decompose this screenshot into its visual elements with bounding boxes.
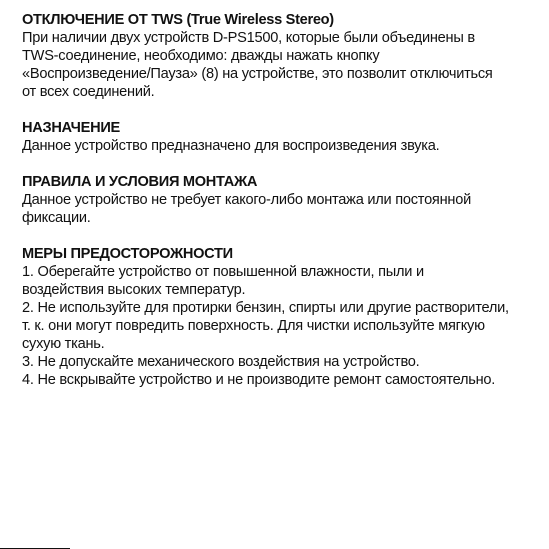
list-item: 3. Не допускайте механического воздействия на устройство.	[22, 354, 420, 370]
spacer	[22, 155, 538, 173]
list-item: сухую ткань.	[22, 336, 105, 352]
spacer	[22, 101, 538, 119]
section-heading: ПРАВИЛА И УСЛОВИЯ МОНТАЖА	[22, 174, 258, 190]
list-item: воздействия высоких температур.	[22, 282, 246, 298]
section-heading: ОТКЛЮЧЕНИЕ ОТ TWS (True Wireless Stereo)	[22, 12, 334, 28]
section-heading: МЕРЫ ПРЕДОСТОРОЖНОСТИ	[22, 246, 233, 262]
paragraph-line: TWS-соединение, необходимо: дважды нажать кнопку	[22, 48, 380, 64]
paragraph-line: «Воспроизведение/Пауза» (8) на устройстве, это позволит отключиться	[22, 66, 493, 82]
precautions-list	[22, 263, 538, 389]
list-item: 1. Оберегайте устройство от повышенной влажности, пыли и	[22, 264, 424, 280]
section-heading: НАЗНАЧЕНИЕ	[22, 120, 120, 136]
manual-page	[22, 11, 538, 389]
section-purpose	[22, 119, 538, 155]
list-item: 2. Не используйте для протирки бензин, спирты или другие растворители,	[22, 300, 509, 316]
section-tws-disconnect	[22, 11, 538, 101]
paragraph-line: фиксации.	[22, 210, 91, 226]
spacer	[22, 227, 538, 245]
section-precautions	[22, 245, 538, 389]
paragraph-line: При наличии двух устройств D-PS1500, которые были объединены в	[22, 30, 475, 46]
paragraph-line: Данное устройство предназначено для воспроизведения звука.	[22, 138, 440, 154]
list-item: т. к. они могут повредить поверхность. Для чистки используйте мягкую	[22, 318, 485, 334]
paragraph-line: от всех соединений.	[22, 84, 155, 100]
paragraph-line: Данное устройство не требует какого-либо монтажа или постоянной	[22, 192, 471, 208]
list-item: 4. Не вскрывайте устройство и не производите ремонт самостоятельно.	[22, 372, 496, 388]
section-mounting	[22, 173, 538, 227]
